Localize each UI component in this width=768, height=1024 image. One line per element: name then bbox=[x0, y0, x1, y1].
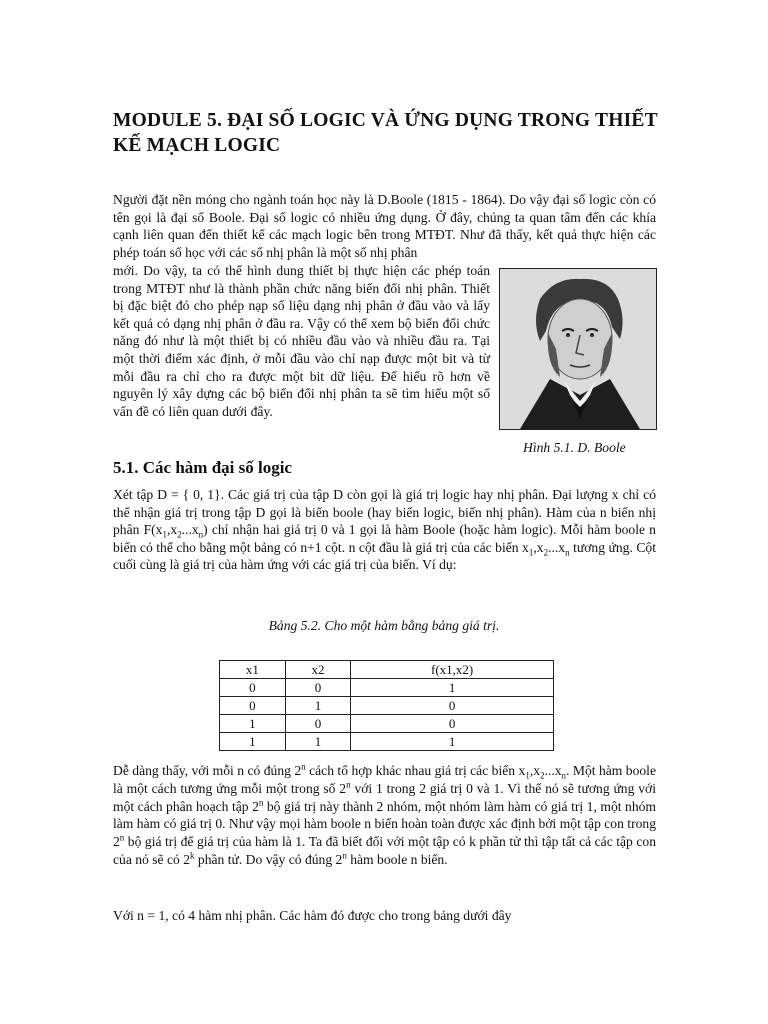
table-row bbox=[220, 679, 554, 697]
table-row bbox=[220, 697, 554, 715]
portrait-drawing bbox=[500, 269, 656, 429]
figure-caption: Hình 5.1. D. Boole bbox=[523, 440, 626, 455]
table-cell: 1 bbox=[351, 733, 554, 751]
section-paragraph: Xét tập D = { 0, 1}. Các giá trị của tập D còn gọi là giá trị logic hay nhị phân. Đại lượng x chỉ có thể nhận giá trị trong tập D gọi là biến boole (hay biến logic, biến nhị phân). Hàm của n biến nhị phân $F(x_1,x_2...x_n)$ chỉ nhận hai giá trị 0 và 1 gọi là hàm Boole (hoặc hàm logic). Mỗi hàm boole n biến có thể cho bằng một bảng có n+1 cột. n cột đầu là giá trị của các biến $x_1,x_2...x_n$ tương ứng. Cột cuối cùng là giá trị của hàm ứng với các giá trị của biến. Ví dụ: bbox=[113, 487, 657, 573]
table-cell: 0 bbox=[285, 679, 351, 697]
header-x1: x1 bbox=[220, 661, 286, 679]
boole-portrait-image bbox=[499, 268, 657, 430]
table-cell: 0 bbox=[351, 697, 554, 715]
table-row bbox=[220, 733, 554, 751]
table-cell: 0 bbox=[220, 697, 286, 715]
module-title: MODULE 5. ĐẠI SỐ LOGIC VÀ ỨNG DỤNG TRONG THIẾT KẾ MẠCH LOGIC bbox=[113, 110, 658, 156]
table-cell: 0 bbox=[220, 679, 286, 697]
table-cell: 0 bbox=[351, 715, 554, 733]
table-row bbox=[220, 715, 554, 733]
table-cell: 1 bbox=[220, 733, 286, 751]
header-f: f(x1,x2) bbox=[351, 661, 554, 679]
truth-table bbox=[219, 660, 554, 751]
table-cell: 1 bbox=[285, 733, 351, 751]
table-cell: 1 bbox=[220, 715, 286, 733]
table-cell: 1 bbox=[351, 679, 554, 697]
header-x2: x2 bbox=[285, 661, 351, 679]
intro-paragraph-1: Người đặt nền móng cho ngành toán học này là D.Boole (1815 - 1864). Do vậy đại số logic còn có tên gọi là đại số Boole. Đại số logic có nhiều ứng dụng. Ở đây, chúng ta quan tâm đến các khía cạnh liên quan đến thiết kế các mạch logic bên trong MTĐT. Như đã thấy, kết quả thực hiện các phép toán số học với các số nhị phân là một số nhị phân bbox=[113, 192, 656, 260]
closing-paragraph: Với n = 1, có 4 hàm nhị phân. Các hàm đó được cho trong bảng dưới đây bbox=[113, 908, 512, 923]
section-heading: 5.1. Các hàm đại số logic bbox=[113, 458, 292, 477]
table-header-row bbox=[220, 661, 554, 679]
intro-paragraph-2: mới. Do vậy, ta có thể hình dung thiết bị thực hiện các phép toán trong MTĐT như là thành phần chức năng biến đổi nhị phân. Thiết bị đặc biệt đó cho phép nạp số liệu dạng nhị phân ở đầu vào và lấy kết quả có dạng nhị phân ở đầu ra. Vậy có thể xem bộ biến đổi chức năng đó như là một thiết bị có nhiều đầu vào và nhiều đầu ra. Tại một thời điểm xác định, ở mỗi đầu vào chỉ nạp được một bit và từ mỗi đầu ra chỉ cho ra được một bit dữ liệu. Để hiểu rõ hơn về nguyên lý xây dựng các bộ biến đổi nhị phân ta sẽ tìm hiểu một số vấn đề có liên quan dưới đây. bbox=[113, 263, 490, 419]
table-cell: 1 bbox=[285, 697, 351, 715]
table-cell: 0 bbox=[285, 715, 351, 733]
table-caption: Bảng 5.2. Cho một hàm bằng bảng giá trị. bbox=[268, 618, 500, 633]
combinations-paragraph: Dễ dàng thấy, với mỗi n có đúng 2$^n$ cách tổ hợp khác nhau giá trị các biến $x_1,x_2...x_n$. Một hàm boole là một cách tương ứng mỗi một trong số 2$^n$ với 1 trong 2 giá trị 0 và 1. Vì thế nó sẽ tương ứng với một cách phân hoạch tập 2$^n$ bộ giá trị này thành 2 nhóm, một nhóm làm hàm có giá trị 1, một nhóm làm hàm có giá trị 0. Như vậy mọi hàm boole n biến hoàn toàn được xác định bởi một tập con trong 2$^n$ bộ giá trị để giá trị của hàm là 1. Ta đã biết đối với một tập có k phần tử thì tập tất cả các tập con của nó sẽ có 2$^k$ phần tử. Do vậy có đúng 2$^n$ hàm boole n biến. bbox=[113, 761, 656, 867]
